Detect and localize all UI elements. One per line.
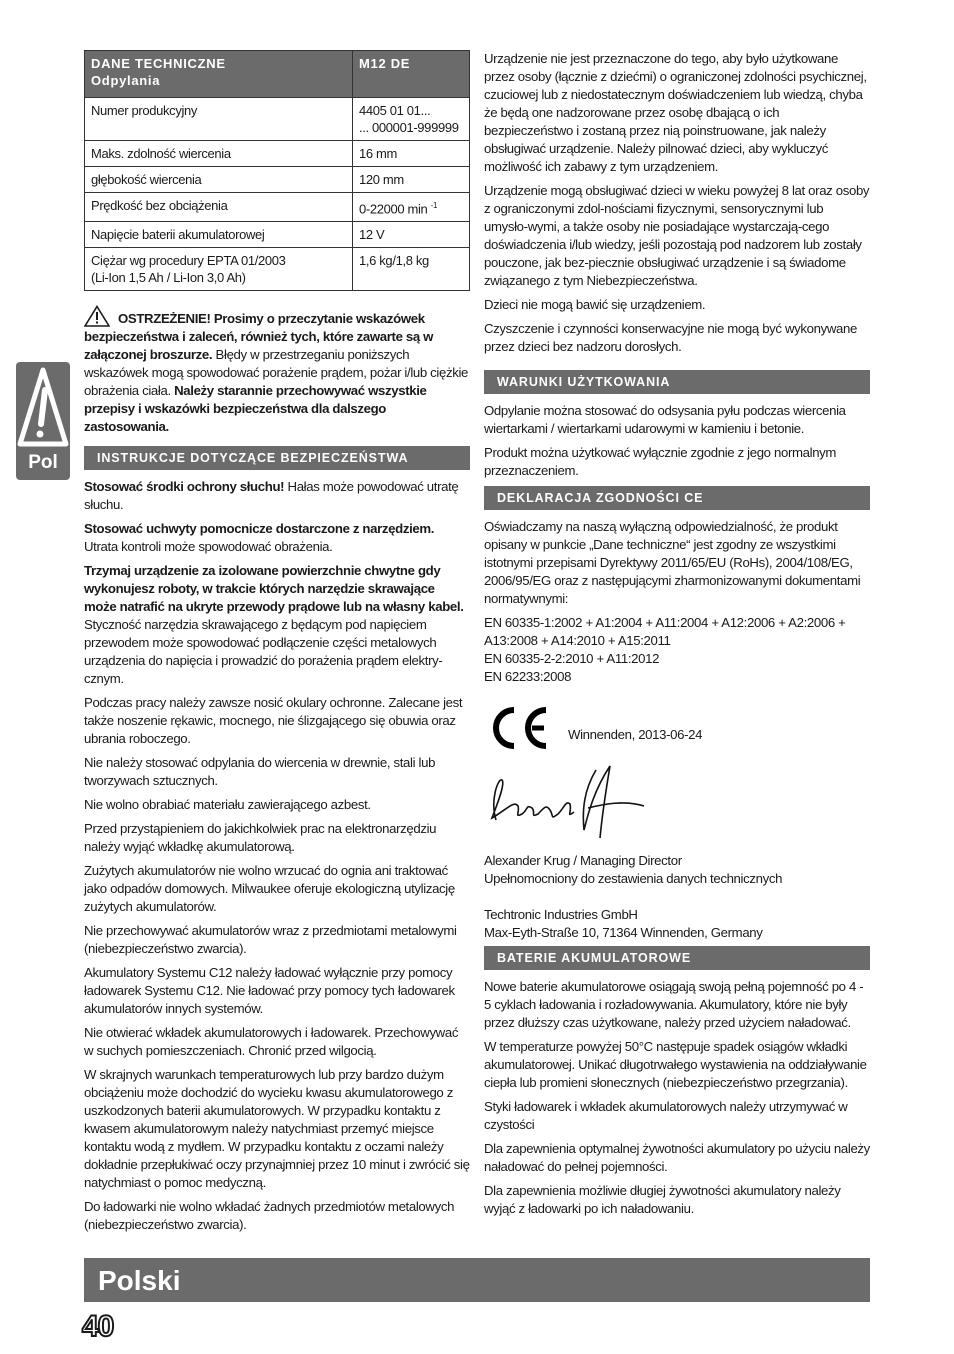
intro-paragraph: Dzieci nie mogą bawić się urządzeniem. — [484, 297, 706, 312]
table-row: głębokość wiercenia 120 mm — [85, 167, 470, 193]
usage-paragraph: Produkt można użytkować wyłącznie zgodnie z jego normalnym przeznaczeniem. — [484, 445, 837, 478]
table-row: Ciężar wg procedury EPTA 01/2003 (Li-Ion 1,5 Ah / Li-Ion 3,0 Ah) 1,6 kg/1,8 kg — [85, 248, 470, 291]
signature-graphic — [484, 760, 654, 846]
warning-icon — [84, 305, 110, 327]
section-heading-batteries: BATERIE AKUMULATOROWE — [484, 946, 870, 970]
safety-paragraph: Stosować środki ochrony słuchu! Hałas może powodować utratę słuchu. — [84, 479, 459, 513]
safety-paragraph: Do ładowarki nie wolno wkładać żadnych przedmiotów metalowych (niebezpieczeństwo zwarcia). — [84, 1199, 455, 1233]
safety-paragraph: Nie wolno obrabiać materiału zawierającego azbest. — [84, 797, 371, 813]
battery-paragraph: W temperaturze powyżej 50°C następuje spadek osiągów wkładki akumulatorowej. Unikać długotrwałego wystawienia na oddziaływanie ciepła lub promieni słonecznych (niebezpieczeństwo przegrzania). — [484, 1039, 867, 1090]
place-date: Winnenden, 2013-06-24 — [568, 727, 703, 742]
section-heading-safety: INSTRUKCJE DOTYCZĄCE BEZPIECZEŃSTWA — [84, 446, 470, 470]
intro-paragraph: Urządzenie mogą obsługiwać dzieci w wieku powyżej 8 lat oraz osoby z ograniczonymi zdol-nościami fizycznymi, sensorycznymi lub umysło-wymi, a także osoby nie posiadające wystarczają-cego doświadczenia i/lub wiedzy, jeśli pozostają pod nadzorem lub zostały pouczone, jak bez-piecznie obsługiwać urządzenie i są świadome związanego z tym Niebezpieczeństwa. — [484, 183, 870, 288]
battery-paragraph: Styki ładowarek i wkładek akumulatorowych należy utrzymywać w czystości — [484, 1099, 848, 1132]
battery-paragraph: Dla zapewnienia możliwie długiej żywotności akumulatory należy wyjąć z ładowarki po ich naładowaniu. — [484, 1183, 841, 1216]
page-number: 40 — [82, 1310, 114, 1343]
warning-paragraph: OSTRZEŻENIE! Prosimy o przeczytanie wskazówek bezpieczeństwa i zaleceń, również tych, które zawarte są w załączonej broszurze. Błędy w przestrzeganiu poniższych wskazówek mogą spowodować porażenie prądem, pożar i/lub ciężkie obrażenia ciała. Należy starannie przechowywać wszystkie przepisy i wskazówki bezpieczeństwa dla dalszego zastosowania. — [84, 305, 470, 436]
spec-table-header — [85, 51, 470, 98]
section-heading-usage: WARUNKI UŻYTKOWANIA — [484, 370, 870, 394]
ce-mark-icon — [488, 706, 550, 750]
company-block: Techtronic Industries GmbH Max-Eyth-Straße 10, 71364 Winnenden, Germany — [484, 907, 763, 940]
standards-list: EN 60335-1:2002 + A1:2004 + A11:2004 + A12:2006 + A2:2006 + A13:2008 + A14:2010 + A15:2011 EN 60335-2-2:2010 + A11:2012 EN 62233:2008 — [484, 615, 846, 684]
table-row: Maks. zdolność wiercenia 16 mm — [85, 141, 470, 167]
safety-paragraph: Nie otwierać wkładek akumulatorowych i ładowarek. Przechowywać w suchych pomieszczeniach. Chronić przed wilgocią. — [84, 1025, 459, 1059]
usage-paragraph: Odpylanie można stosować do odsysania pyłu podczas wiercenia wiertarkami / wiertarkami udarowymi w kamieniu i betonie. — [484, 403, 846, 436]
footer-language-bar: Polski — [84, 1258, 870, 1302]
safety-paragraph: Nie przechowywać akumulatorów wraz z przedmiotami metalowymi (niebezpieczeństwo zwarcia). — [84, 923, 457, 957]
safety-paragraph: Nie należy stosować odpylania do wiercenia w drewnie, stali lub tworzywach sztucznych. — [84, 755, 436, 789]
spec-header-left: DANE TECHNICZNE Odpylania — [85, 51, 353, 98]
safety-paragraph: Akumulatory Systemu C12 należy ładować wyłącznie przy pomocy ładowarek Systemu C12. Nie ładować przy pomocy tych ładowarek akumulatorów innych systemów. — [84, 965, 455, 1017]
safety-paragraph: Stosować uchwyty pomocnicze dostarczone z narzędziem. Utrata kontroli może spowodować obrażenia. — [84, 521, 435, 555]
safety-paragraph: Podczas pracy należy zawsze nosić okulary ochronne. Zalecane jest także noszenie rękawic, mocnego, nie ślizgającego się obuwia oraz ubrania roboczego. — [84, 695, 463, 747]
safety-paragraph: Trzymaj urządzenie za izolowane powierzchnie chwytne gdy wykonujesz roboty, w trakcie których narzędzie skrawające może natrafić na ukryte przewody prądowe lub na własny kabel. Styczność narzędzia skrawającego z będącym pod napięciem przewodem może spowodować podłączenie części metalowych urządzenia do napięcia i prowadzić do porażenia prądem elektry-cznym. — [84, 563, 464, 687]
safety-paragraph: W skrajnych warunkach temperaturowych lub przy bardzo dużym obciążeniu może dochodzić do wycieku kwasu akumulatorowego z uszkodzonych baterii akumulatorowych. W przypadku kontaktu z kwasem akumulatorowym należy natychmiast przemyć miejsce kontaktu wodą z mydłem. W przypadku kontaktu z oczami należy dokładnie przepłukiwać oczy przynajmniej przez 10 minut i zwrócić się natychmiast o pomoc medyczną. — [84, 1067, 470, 1191]
battery-paragraph: Dla zapewnienia optymalnej żywotności akumulatory po użyciu należy naładować do pełnej pojemności. — [484, 1141, 870, 1174]
spec-table — [84, 50, 470, 291]
table-row: Napięcie baterii akumulatorowej 12 V — [85, 222, 470, 248]
declaration-paragraph: Oświadczamy na naszą wyłączną odpowiedzialność, że produkt opisany w punkcie „Dane techniczne“ jest zgodny ze wszystkimi istotnymi przepisami Dyrektywy 2011/65/EU (RoHs), 2004/108/EG, 2006/95/EG oraz z następującymi zharmonizowanymi dokumentami normatywnymi: — [484, 519, 861, 606]
ce-mark-row — [484, 702, 870, 750]
language-side-tab — [16, 362, 70, 480]
side-tab-label: Pol — [28, 452, 58, 473]
signature — [484, 760, 870, 846]
right-column — [484, 50, 870, 1224]
intro-paragraph: Urządzenie nie jest przeznaczone do tego, aby było użytkowane przez osoby (łącznie z dziećmi) o ograniczonej zdolności psychicznej, czuciowej lub z niedostatecznym doświadczeniem lub wiedzą, chyba że będą one nadzorowane przez osobę dbającą o ich bezpieczeństwo i zostaną przez nią poinstruowane, jak należy obsługiwać urządzenie. Należy pilnować dzieci, aby wykluczyć możliwość ich zabawy z tym urządzeniem. — [484, 51, 867, 174]
safety-paragraph: Zużytych akumulatorów nie wolno wrzucać do ognia ani traktować jako odpadów domowych. Milwaukee oferuje ekologiczną utylizację zużytych akumulatorów. — [84, 863, 455, 915]
table-row: Numer produkcyjny 4405 01 01... ... 000001-999999 — [85, 98, 470, 141]
section-heading-declaration: DEKLARACJA ZGODNOŚCI CE — [484, 486, 870, 510]
signer-block: Alexander Krug / Managing Director Upełnomocniony do zestawienia danych technicznych — [484, 853, 783, 886]
intro-paragraph: Czyszczenie i czynności konserwacyjne nie mogą być wykonywane przez dzieci bez nadzoru dorosłych. — [484, 321, 857, 354]
left-column — [84, 50, 470, 1240]
table-row: Prędkość bez obciążenia 0-22000 min $^{-1}$ — [85, 193, 470, 222]
safety-paragraph: Przed przystąpieniem do jakichkolwiek prac na elektronarzędziu należy wyjąć wkładkę akumulatorową. — [84, 821, 437, 855]
spec-header-model: M12 DE — [353, 51, 470, 98]
battery-paragraph: Nowe baterie akumulatorowe osiągają swoją pełną pojemność po 4 - 5 cyklach ładowania i rozładowywania. Akumulatory, które nie były przez dłuższy czas użytkowane, należy przed użyciem naładować. — [484, 979, 864, 1030]
warning-triangle-icon — [16, 364, 70, 452]
